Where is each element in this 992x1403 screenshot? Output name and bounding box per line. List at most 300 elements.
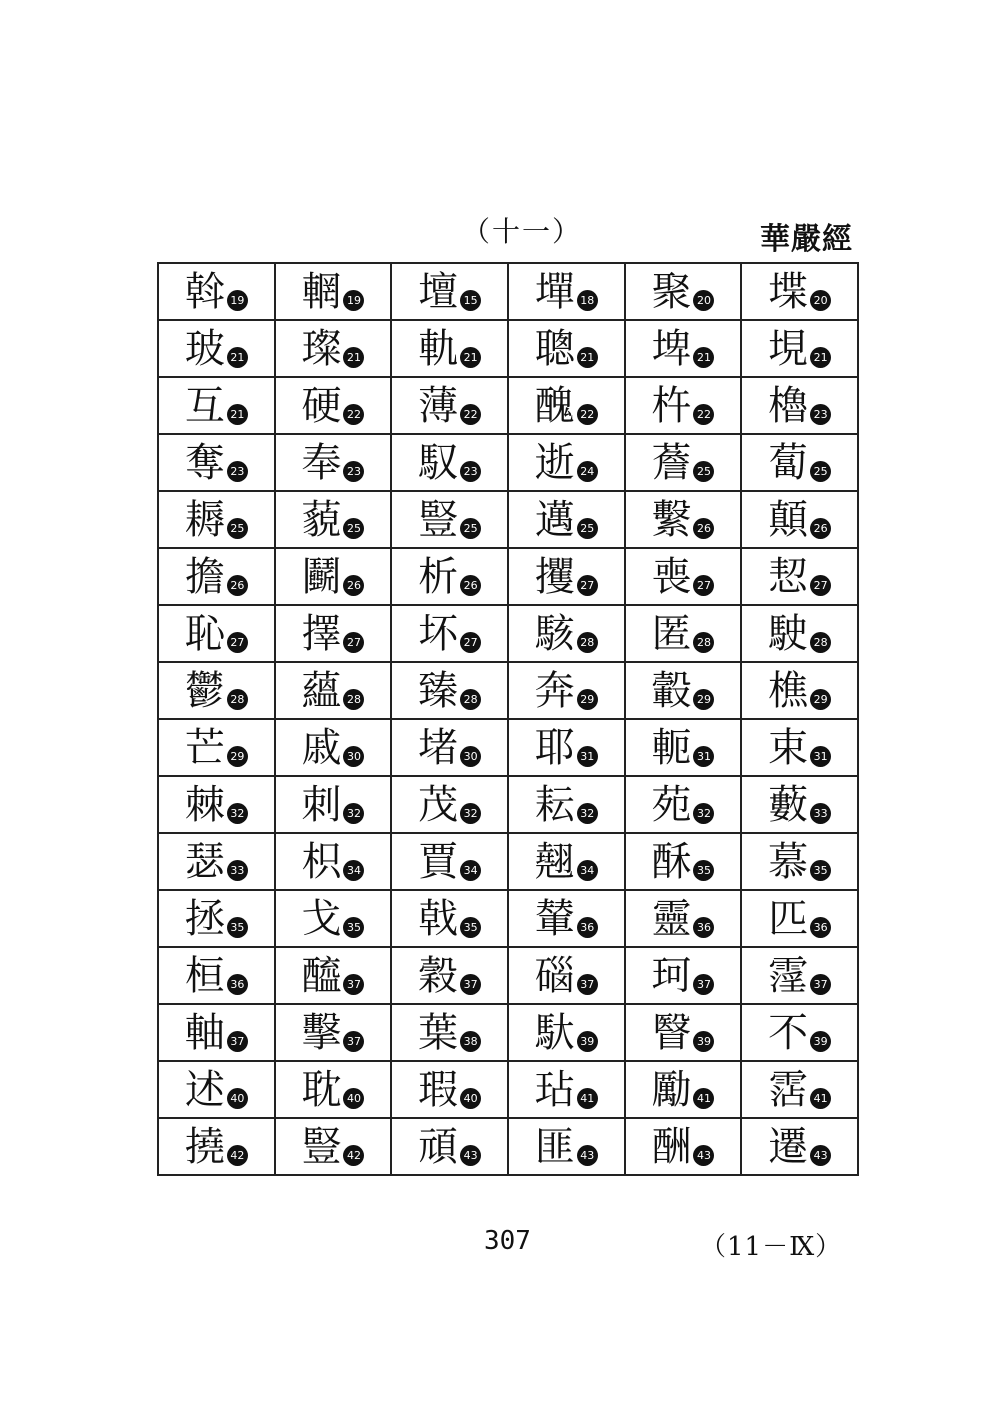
table-cell xyxy=(391,263,508,320)
table-cell xyxy=(275,662,392,719)
character: 繫 xyxy=(651,496,692,543)
character-entry xyxy=(418,498,481,542)
character-entry xyxy=(301,954,364,998)
reference-number-badge: 33 xyxy=(810,803,831,824)
character: 恥 xyxy=(184,610,225,657)
character: 堵 xyxy=(418,724,459,771)
reference-number-badge: 36 xyxy=(577,917,598,938)
character-entry xyxy=(535,726,598,770)
character-entry xyxy=(185,384,248,428)
character: 茂 xyxy=(418,781,459,828)
table-cell xyxy=(741,491,858,548)
table-cell xyxy=(391,605,508,662)
table-cell xyxy=(158,719,275,776)
reference-number-badge: 31 xyxy=(577,746,598,767)
character: 軌 xyxy=(418,325,459,372)
character: 耽 xyxy=(301,1066,342,1113)
character-entry xyxy=(535,327,598,371)
character-entry xyxy=(651,384,714,428)
table-cell xyxy=(275,1004,392,1061)
character: 顛 xyxy=(768,496,809,543)
reference-number-badge: 32 xyxy=(460,803,481,824)
table-cell xyxy=(625,434,742,491)
character: 匹 xyxy=(768,895,809,942)
table-row xyxy=(158,263,858,320)
character: 逝 xyxy=(534,439,575,486)
character-entry xyxy=(535,1125,598,1169)
reference-number-badge: 34 xyxy=(343,860,364,881)
character-entry xyxy=(535,270,598,314)
character: 霪 xyxy=(768,952,809,999)
table-cell xyxy=(391,491,508,548)
reference-number-badge: 25 xyxy=(810,461,831,482)
character-entry xyxy=(418,555,481,599)
reference-number-badge: 29 xyxy=(577,689,598,710)
character: 樵 xyxy=(768,667,809,714)
character: 薝 xyxy=(651,439,692,486)
reference-number-badge: 21 xyxy=(810,347,831,368)
table-cell xyxy=(508,377,625,434)
reference-number-badge: 19 xyxy=(227,290,248,311)
character-entry xyxy=(418,669,481,713)
reference-number-badge: 37 xyxy=(343,1031,364,1052)
reference-number-badge: 35 xyxy=(693,860,714,881)
character-entry xyxy=(301,498,364,542)
table-cell xyxy=(508,719,625,776)
character: 酬 xyxy=(651,1123,692,1170)
table-cell xyxy=(158,434,275,491)
reference-number-badge: 30 xyxy=(343,746,364,767)
character: 奪 xyxy=(184,439,225,486)
table-cell xyxy=(158,890,275,947)
table-cell xyxy=(741,548,858,605)
reference-number-badge: 43 xyxy=(460,1145,481,1166)
character: 耨 xyxy=(184,496,225,543)
reference-number-badge: 43 xyxy=(810,1145,831,1166)
table-cell xyxy=(508,833,625,890)
character-table xyxy=(157,262,859,1176)
volume-code: （11－Ⅸ） xyxy=(700,1232,843,1262)
reference-number-badge: 35 xyxy=(810,860,831,881)
character-entry xyxy=(768,270,831,314)
character: 鬬 xyxy=(301,553,342,600)
character-entry xyxy=(185,270,248,314)
reference-number-badge: 21 xyxy=(343,347,364,368)
table-cell xyxy=(741,947,858,1004)
reference-number-badge: 28 xyxy=(227,689,248,710)
table-cell xyxy=(158,320,275,377)
reference-number-badge: 37 xyxy=(577,974,598,995)
reference-number-badge: 27 xyxy=(810,575,831,596)
reference-number-badge: 27 xyxy=(460,632,481,653)
table-cell xyxy=(275,1118,392,1175)
reference-number-badge: 22 xyxy=(460,404,481,425)
character-entry xyxy=(535,1068,598,1112)
character: 穀 xyxy=(418,952,459,999)
character-entry xyxy=(651,612,714,656)
table-cell xyxy=(625,833,742,890)
table-cell xyxy=(158,605,275,662)
character-entry xyxy=(651,1011,714,1055)
character: 駭 xyxy=(534,610,575,657)
character-entry xyxy=(185,1068,248,1112)
reference-number-badge: 37 xyxy=(227,1031,248,1052)
character: 蘊 xyxy=(301,667,342,714)
reference-number-badge: 28 xyxy=(693,632,714,653)
character-entry xyxy=(301,270,364,314)
reference-number-badge: 26 xyxy=(227,575,248,596)
table-cell xyxy=(625,1061,742,1118)
character: 戚 xyxy=(301,724,342,771)
table-cell xyxy=(741,1061,858,1118)
character: 珂 xyxy=(651,952,692,999)
character-entry xyxy=(768,1068,831,1112)
character-entry xyxy=(535,840,598,884)
character: 藪 xyxy=(768,781,809,828)
reference-number-badge: 24 xyxy=(577,461,598,482)
table-cell xyxy=(158,776,275,833)
table-cell xyxy=(625,719,742,776)
character-entry xyxy=(418,783,481,827)
table-cell xyxy=(508,890,625,947)
character: 瑟 xyxy=(184,838,225,885)
character-entry xyxy=(301,1125,364,1169)
character: 璨 xyxy=(301,325,342,372)
character-entry xyxy=(651,783,714,827)
character: 奉 xyxy=(301,439,342,486)
character-entry xyxy=(651,840,714,884)
character-entry xyxy=(651,1125,714,1169)
reference-number-badge: 21 xyxy=(577,347,598,368)
reference-number-badge: 35 xyxy=(343,917,364,938)
reference-number-badge: 41 xyxy=(810,1088,831,1109)
reference-number-badge: 25 xyxy=(693,461,714,482)
reference-number-badge: 28 xyxy=(343,689,364,710)
character-entry xyxy=(535,612,598,656)
table-row xyxy=(158,776,858,833)
character: 擇 xyxy=(301,610,342,657)
character: 斡 xyxy=(184,268,225,315)
reference-number-badge: 32 xyxy=(577,803,598,824)
reference-number-badge: 21 xyxy=(227,347,248,368)
character-entry xyxy=(301,1068,364,1112)
table-row xyxy=(158,548,858,605)
table-cell xyxy=(391,434,508,491)
table-cell xyxy=(508,434,625,491)
character-entry xyxy=(768,498,831,542)
character: 軛 xyxy=(651,724,692,771)
reference-number-badge: 21 xyxy=(460,347,481,368)
character-entry xyxy=(418,612,481,656)
character-entry xyxy=(768,612,831,656)
character-entry xyxy=(535,1011,598,1055)
character-entry xyxy=(418,726,481,770)
character-entry xyxy=(418,840,481,884)
table-cell xyxy=(158,548,275,605)
table-cell xyxy=(741,434,858,491)
character: 壇 xyxy=(418,268,459,315)
reference-number-badge: 27 xyxy=(577,575,598,596)
table-cell xyxy=(158,1061,275,1118)
reference-number-badge: 25 xyxy=(227,518,248,539)
reference-number-badge: 35 xyxy=(227,917,248,938)
reference-number-badge: 41 xyxy=(577,1088,598,1109)
reference-number-badge: 35 xyxy=(460,917,481,938)
character: 苑 xyxy=(651,781,692,828)
character: 馭 xyxy=(418,439,459,486)
character: 喪 xyxy=(651,553,692,600)
reference-number-badge: 32 xyxy=(693,803,714,824)
table-row xyxy=(158,491,858,548)
reference-number-badge: 26 xyxy=(343,575,364,596)
reference-number-badge: 29 xyxy=(227,746,248,767)
character-entry xyxy=(185,555,248,599)
table-cell xyxy=(391,320,508,377)
character-entry xyxy=(185,669,248,713)
character-entry xyxy=(768,840,831,884)
character: 軸 xyxy=(184,1009,225,1056)
reference-number-badge: 39 xyxy=(577,1031,598,1052)
character: 瞖 xyxy=(651,1009,692,1056)
character: 棘 xyxy=(184,781,225,828)
character: 靈 xyxy=(651,895,692,942)
character: 芒 xyxy=(184,724,225,771)
character: 慕 xyxy=(768,838,809,885)
table-cell xyxy=(275,947,392,1004)
table-cell xyxy=(508,491,625,548)
character-entry xyxy=(301,897,364,941)
table-cell xyxy=(508,776,625,833)
table-cell xyxy=(275,491,392,548)
character-entry xyxy=(418,1068,481,1112)
table-cell xyxy=(158,662,275,719)
character-entry xyxy=(301,441,364,485)
character: 杵 xyxy=(651,382,692,429)
character: 束 xyxy=(768,724,809,771)
reference-number-badge: 28 xyxy=(577,632,598,653)
character-entry xyxy=(768,954,831,998)
reference-number-badge: 40 xyxy=(460,1088,481,1109)
sutra-title: 華嚴經 xyxy=(760,222,853,257)
table-cell xyxy=(391,1004,508,1061)
character: 聰 xyxy=(534,325,575,372)
character: 聚 xyxy=(651,268,692,315)
character-entry xyxy=(535,783,598,827)
character-entry xyxy=(651,441,714,485)
reference-number-badge: 19 xyxy=(343,290,364,311)
table-cell xyxy=(741,776,858,833)
character-entry xyxy=(418,1125,481,1169)
character-entry xyxy=(301,669,364,713)
character-entry xyxy=(535,897,598,941)
character-entry xyxy=(185,897,248,941)
table-row xyxy=(158,377,858,434)
character-entry xyxy=(418,327,481,371)
character: 遷 xyxy=(768,1123,809,1170)
character: 戈 xyxy=(301,895,342,942)
table-cell xyxy=(741,320,858,377)
character: 蔔 xyxy=(768,439,809,486)
character: 霑 xyxy=(768,1066,809,1113)
character-entry xyxy=(185,327,248,371)
table-cell xyxy=(625,263,742,320)
table-row xyxy=(158,833,858,890)
character: 耶 xyxy=(534,724,575,771)
table-cell xyxy=(508,947,625,1004)
table-cell xyxy=(741,377,858,434)
table-cell xyxy=(275,776,392,833)
character: 輦 xyxy=(534,895,575,942)
table-row xyxy=(158,320,858,377)
reference-number-badge: 36 xyxy=(227,974,248,995)
table-cell xyxy=(508,263,625,320)
table-cell xyxy=(741,833,858,890)
table-cell xyxy=(275,890,392,947)
table-cell xyxy=(275,548,392,605)
character-entry xyxy=(768,384,831,428)
reference-number-badge: 25 xyxy=(343,518,364,539)
reference-number-badge: 40 xyxy=(227,1088,248,1109)
reference-number-badge: 29 xyxy=(810,689,831,710)
character: 葉 xyxy=(418,1009,459,1056)
character-entry xyxy=(418,270,481,314)
character-entry xyxy=(768,897,831,941)
table-cell xyxy=(508,1004,625,1061)
table-cell xyxy=(391,833,508,890)
character-entry xyxy=(768,726,831,770)
table-cell xyxy=(508,320,625,377)
reference-number-badge: 21 xyxy=(693,347,714,368)
character: 刺 xyxy=(301,781,342,828)
reference-number-badge: 37 xyxy=(693,974,714,995)
reference-number-badge: 37 xyxy=(343,974,364,995)
reference-number-badge: 31 xyxy=(810,746,831,767)
character: 藐 xyxy=(301,496,342,543)
character: 垷 xyxy=(768,325,809,372)
character-entry xyxy=(418,384,481,428)
table-cell xyxy=(158,833,275,890)
character-entry xyxy=(185,498,248,542)
character-entry xyxy=(651,897,714,941)
character: 醜 xyxy=(534,382,575,429)
table-cell xyxy=(508,548,625,605)
reference-number-badge: 34 xyxy=(577,860,598,881)
reference-number-badge: 23 xyxy=(343,461,364,482)
character-entry xyxy=(651,726,714,770)
character-entry xyxy=(651,669,714,713)
character: 耘 xyxy=(534,781,575,828)
character: 墠 xyxy=(534,268,575,315)
reference-number-badge: 15 xyxy=(460,290,481,311)
table-cell xyxy=(158,1004,275,1061)
character: 析 xyxy=(418,553,459,600)
table-cell xyxy=(275,377,392,434)
character: 翹 xyxy=(534,838,575,885)
table-cell xyxy=(391,1061,508,1118)
reference-number-badge: 23 xyxy=(810,404,831,425)
reference-number-badge: 22 xyxy=(693,404,714,425)
character-entry xyxy=(651,954,714,998)
reference-number-badge: 32 xyxy=(227,803,248,824)
character-entry xyxy=(185,840,248,884)
character-entry xyxy=(651,555,714,599)
table-cell xyxy=(508,662,625,719)
character: 頑 xyxy=(418,1123,459,1170)
character: 坏 xyxy=(418,610,459,657)
reference-number-badge: 23 xyxy=(227,461,248,482)
character: 櫓 xyxy=(768,382,809,429)
reference-number-badge: 27 xyxy=(343,632,364,653)
character: 醯 xyxy=(301,952,342,999)
character: 鬱 xyxy=(184,667,225,714)
table-cell xyxy=(275,263,392,320)
character: 匪 xyxy=(534,1123,575,1170)
character-entry xyxy=(185,1011,248,1055)
table-cell xyxy=(391,719,508,776)
character-entry xyxy=(418,441,481,485)
character-entry xyxy=(185,726,248,770)
table-cell xyxy=(741,890,858,947)
character-entry xyxy=(535,498,598,542)
table-cell xyxy=(741,605,858,662)
character: 賈 xyxy=(418,838,459,885)
table-cell xyxy=(158,377,275,434)
character: 互 xyxy=(184,382,225,429)
character: 薄 xyxy=(418,382,459,429)
character-entry xyxy=(185,612,248,656)
character: 玷 xyxy=(534,1066,575,1113)
table-cell xyxy=(625,890,742,947)
reference-number-badge: 39 xyxy=(810,1031,831,1052)
table-cell xyxy=(158,263,275,320)
reference-number-badge: 42 xyxy=(343,1145,364,1166)
character-entry xyxy=(301,726,364,770)
character-entry xyxy=(768,1011,831,1055)
character: 擊 xyxy=(301,1009,342,1056)
table-cell xyxy=(275,320,392,377)
reference-number-badge: 31 xyxy=(693,746,714,767)
character: 臻 xyxy=(418,667,459,714)
character: 瑕 xyxy=(418,1066,459,1113)
reference-number-badge: 23 xyxy=(460,461,481,482)
table-row xyxy=(158,719,858,776)
character: 桓 xyxy=(184,952,225,999)
character-entry xyxy=(768,1125,831,1169)
character: 輞 xyxy=(301,268,342,315)
character: 擔 xyxy=(184,553,225,600)
character-entry xyxy=(418,1011,481,1055)
character-entry xyxy=(301,327,364,371)
character: 不 xyxy=(768,1009,809,1056)
reference-number-badge: 27 xyxy=(693,575,714,596)
character: 述 xyxy=(184,1066,225,1113)
table-cell xyxy=(508,1061,625,1118)
character-entry xyxy=(651,498,714,542)
table-cell xyxy=(625,377,742,434)
character: 枳 xyxy=(301,838,342,885)
character: 奔 xyxy=(534,667,575,714)
character-entry xyxy=(768,555,831,599)
character: 勵 xyxy=(651,1066,692,1113)
character-entry xyxy=(185,441,248,485)
reference-number-badge: 20 xyxy=(693,290,714,311)
character: 匿 xyxy=(651,610,692,657)
character: 豎 xyxy=(301,1123,342,1170)
table-cell xyxy=(625,776,742,833)
reference-number-badge: 41 xyxy=(693,1088,714,1109)
reference-number-badge: 22 xyxy=(577,404,598,425)
character: 豎 xyxy=(418,496,459,543)
